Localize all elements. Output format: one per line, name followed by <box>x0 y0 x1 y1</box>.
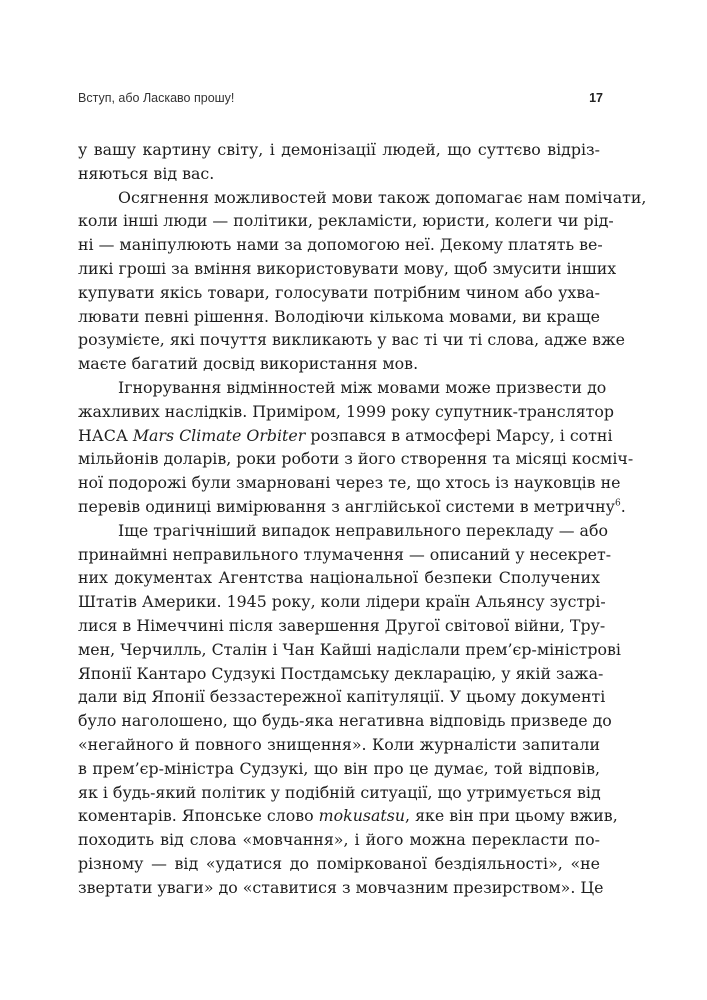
text-line: лювати певні рішення. Володіючи кількома мовами, ви краще <box>78 306 600 326</box>
text-segment: НАСА <box>78 425 133 445</box>
text-line: лися в Німеччині після завершення Другої світової війни, Тру- <box>78 615 606 635</box>
text-line: жахливих наслідків. Приміром, 1999 року супутник-транслятор <box>78 401 614 421</box>
text-line: них документах Агентства національної безпеки Сполучених <box>78 568 600 588</box>
text-line: коли інші люди — політики, рекламісти, юристи, колеги чи рід- <box>78 211 614 231</box>
text-line: маєте багатий досвід використання мов. <box>78 354 419 374</box>
text-line: «негайного й повного знищення». Коли журналісти запитали <box>78 734 600 754</box>
paragraph-4 <box>78 519 621 900</box>
text-line: розумієте, які почуття викликають у вас ті чи ті слова, адже вже <box>78 330 625 350</box>
text-line-with-italic <box>78 804 618 828</box>
text-line: Японії Кантаро Судзукі Постдамську декларацію, у якій зажа- <box>78 663 604 683</box>
text-line: було наголошено, що будь-яка негативна відповідь призведе до <box>78 711 612 731</box>
running-head <box>78 91 603 111</box>
text-segment: розпався в атмосфері Марсу, і сотні <box>305 425 613 445</box>
text-line: Осягнення можливостей мови також допомагає нам помічати, <box>118 187 647 207</box>
italic-japanese-word: mokusatsu <box>318 806 406 826</box>
chapter-title: Вступ, або Ласкаво прошу! <box>78 91 235 105</box>
text-segment: коментарів. Японське слово <box>78 806 319 826</box>
paragraph-1 <box>78 138 600 186</box>
page-number: 17 <box>589 91 603 105</box>
text-line: звертати уваги» до «ставитися з мовчазним презирством». Це <box>78 877 604 897</box>
text-line: в прем’єр-міністра Судзукі, що він про це думає, той відповів, <box>78 758 600 778</box>
italic-spacecraft-name: Mars Climate Orbiter <box>132 425 306 445</box>
text-line-with-italic <box>78 424 613 448</box>
text-line: ні — маніпулюють нами за допомогою неї. Декому платять ве- <box>78 235 603 255</box>
body-text <box>78 138 647 900</box>
text-line: як і будь-який політик у подібній ситуації, що утримується від <box>78 782 601 802</box>
period: . <box>620 496 626 516</box>
text-line: мен, Черчилль, Сталін і Чан Кайші надіслали прем’єр-міністрові <box>78 639 621 659</box>
text-line: принаймні неправильного тлумачення — описаний у несекрет- <box>78 544 612 564</box>
paragraph-2 <box>78 186 647 376</box>
text-line: Іще трагічніший випадок неправильного перекладу — або <box>118 520 608 540</box>
text-line: купувати якісь товари, голосувати потрібним чином або ухва- <box>78 282 600 302</box>
text-line: дали від Японії беззастережної капітуляції. У цьому документі <box>78 687 606 707</box>
text-line: різному — від «удатися до поміркованої бездіяльності», «не <box>78 853 600 873</box>
text-line: ної подорожі були змарновані через те, що хтось із науковців не <box>78 473 621 493</box>
text-line: ликі гроші за вміння використовувати мову, щоб змусити інших <box>78 258 617 278</box>
text-line-with-footnote <box>78 495 626 519</box>
text-line: мільйонів доларів, роки роботи з його створення та місяці косміч- <box>78 449 634 469</box>
text-line: походить від слова «мовчання», і його можна перекласти по- <box>78 830 600 850</box>
paragraph-3 <box>78 376 634 519</box>
text-line: Ігнорування відмінностей між мовами може призвести до <box>118 377 607 397</box>
text-segment: перевів одиниці вимірювання з англійської системи в метричну <box>78 496 615 516</box>
text-line: у вашу картину світу, і демонізації людей, що суттєво відріз- <box>78 140 600 159</box>
text-line: няються від вас. <box>78 163 215 183</box>
footnote-reference[interactable]: 6 <box>614 498 621 509</box>
text-segment: , яке він при цьому вжив, <box>405 806 618 826</box>
text-line: Штатів Америки. 1945 року, коли лідери країн Альянсу зустрі- <box>78 592 606 612</box>
